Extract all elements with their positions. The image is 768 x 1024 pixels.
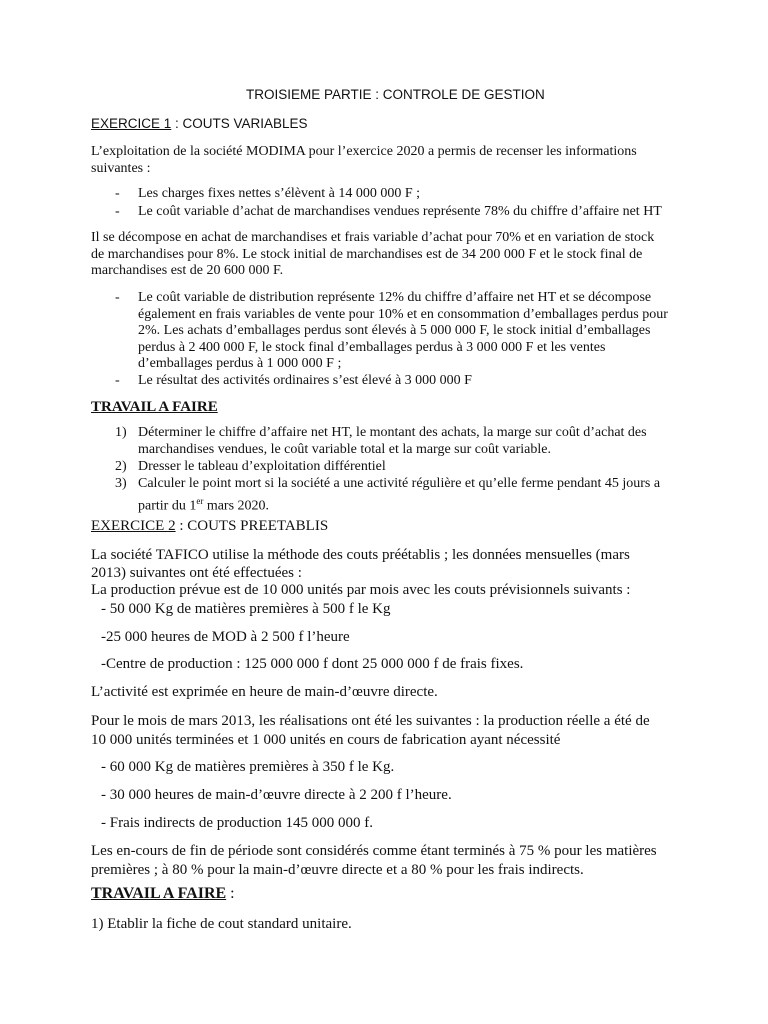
ex1-task-2: Dresser le tableau d’exploitation différentiel bbox=[138, 459, 386, 474]
ex2-encours-line: premières ; à 80 % pour la main-d’œuvre directe et a 80 % pour les frais indirects. bbox=[91, 862, 584, 878]
ex2-forecast-materials: - 50 000 Kg de matières premières à 500 f le Kg bbox=[101, 601, 391, 617]
task-line: marchandises vendues, le coût variable total et la marge sur coût variable. bbox=[138, 441, 551, 457]
ex1-bullet-result: Le résultat des activités ordinaires s’est élevé à 3 000 000 F bbox=[138, 373, 472, 388]
task-number: 1) bbox=[115, 425, 127, 440]
ex2-actual-labor: - 30 000 heures de main-d’œuvre directe à 2 200 f l’heure. bbox=[101, 787, 452, 803]
task-line: Déterminer le chiffre d’affaire net HT, le montant des achats, la marge sur coût d’achat des bbox=[138, 425, 647, 440]
task-line: mars 2020. bbox=[203, 498, 270, 514]
ex2-encours-line: Les en-cours de fin de période sont considérés comme étant terminés à 75 % pour les matières bbox=[91, 843, 657, 859]
exercise-2-label: EXERCICE 2 bbox=[91, 518, 176, 534]
ex1-task-1 bbox=[138, 425, 647, 458]
bullet-line: 2%. Les achats d’emballages perdus sont élevés à 5 000 000 F, le stock initial d’emballages bbox=[138, 323, 651, 338]
ex2-intro-line: 2013) suivantes ont été effectuées : bbox=[91, 564, 302, 581]
bullet-line: perdus à 2 400 000 F, le stock final d’emballages perdus à 3 000 000 F et les ventes bbox=[138, 339, 606, 355]
ex2-travail-colon: : bbox=[226, 885, 235, 902]
bullet-dash: - bbox=[115, 373, 120, 388]
ordinal-superscript: er bbox=[196, 495, 204, 506]
ex1-intro bbox=[91, 144, 637, 177]
ex2-travail-label: TRAVAIL A FAIRE bbox=[91, 885, 227, 902]
ex2-task-1: 1) Etablir la fiche de cout standard unitaire. bbox=[91, 916, 352, 932]
ex1-intro-line: suivantes : bbox=[91, 160, 151, 176]
ex1-intro-line: L’exploitation de la société MODIMA pour l’exercice 2020 a permis de recenser les informations bbox=[91, 144, 637, 159]
ex1-decomposition-paragraph bbox=[91, 230, 654, 280]
ex2-realisation-line: Pour le mois de mars 2013, les réalisations ont été les suivantes : la production réelle a été de bbox=[91, 713, 650, 729]
ex2-work-in-progress bbox=[91, 842, 657, 880]
ex2-actual-materials: - 60 000 Kg de matières premières à 350 f le Kg. bbox=[101, 759, 395, 775]
exercise-1-label: EXERCICE 1 bbox=[91, 116, 172, 131]
ex1-paragraph-line: de marchandises pour 8%. Le stock initial de marchandises est de 34 200 000 F et le stock final de bbox=[91, 246, 643, 262]
bullet-dash: - bbox=[115, 290, 120, 305]
ex2-forecast-labor: -25 000 heures de MOD à 2 500 f l’heure bbox=[101, 629, 350, 645]
bullet-line: également en frais variables de vente pour 10% et en consommation d’emballages perdus pour bbox=[138, 306, 668, 322]
task-number: 3) bbox=[115, 476, 127, 491]
exercise-1-heading bbox=[91, 116, 308, 131]
bullet-line: Le coût variable de distribution représente 12% du chiffre d’affaire net HT et se décompose bbox=[138, 290, 652, 305]
ex2-intro-line: La production prévue est de 10 000 unités par mois avec les couts prévisionnels suivants : bbox=[91, 582, 631, 598]
ex2-intro-line: La société TAFICO utilise la méthode des couts préétablis ; les données mensuelles (mars bbox=[91, 547, 630, 563]
page-title: TROISIEME PARTIE : CONTROLE DE GESTION bbox=[246, 87, 545, 102]
task-line: Calculer le point mort si la société a une activité régulière et qu’elle ferme pendant 45 jours a bbox=[138, 476, 661, 491]
ex1-bullet-distribution-cost bbox=[138, 290, 668, 373]
ex2-realisation-line: 10 000 unités terminées et 1 000 unités en cours de fabrication ayant nécessité bbox=[91, 732, 561, 748]
ex1-bullet-fixed-charges: Les charges fixes nettes s’élèvent à 14 000 000 F ; bbox=[138, 186, 421, 201]
bullet-dash: - bbox=[115, 186, 120, 201]
task-line: partir du 1 bbox=[138, 498, 197, 514]
ex2-actual-overhead: - Frais indirects de production 145 000 000 f. bbox=[101, 815, 374, 831]
ex2-realisations bbox=[91, 712, 650, 750]
ex1-paragraph-line: Il se décompose en achat de marchandises et frais variable d’achat pour 70% et en variation de stock bbox=[91, 230, 655, 245]
ex2-activity-unit: L’activité est exprimée en heure de main-d’œuvre directe. bbox=[91, 684, 438, 700]
ex2-forecast-production-center: -Centre de production : 125 000 000 f dont 25 000 000 f de frais fixes. bbox=[101, 656, 524, 672]
exercise-2-heading bbox=[91, 518, 328, 535]
bullet-dash: - bbox=[115, 204, 120, 219]
exercise-1-subtitle: : COUTS VARIABLES bbox=[171, 116, 308, 131]
exercise-2-subtitle: : COUTS PREETABLIS bbox=[175, 518, 329, 534]
bullet-line: d’emballages perdus à 1 000 000 F ; bbox=[138, 356, 342, 371]
ex1-travail-heading: TRAVAIL A FAIRE bbox=[91, 399, 218, 415]
task-number: 2) bbox=[115, 459, 127, 474]
ex1-task-3 bbox=[138, 476, 660, 515]
ex2-travail-heading bbox=[91, 885, 235, 903]
ex1-bullet-variable-cost: Le coût variable d’achat de marchandises vendues représente 78% du chiffre d’affaire net HT bbox=[138, 204, 662, 219]
ex1-paragraph-line: marchandises est de 20 600 000 F. bbox=[91, 263, 284, 278]
ex2-intro bbox=[91, 547, 630, 600]
